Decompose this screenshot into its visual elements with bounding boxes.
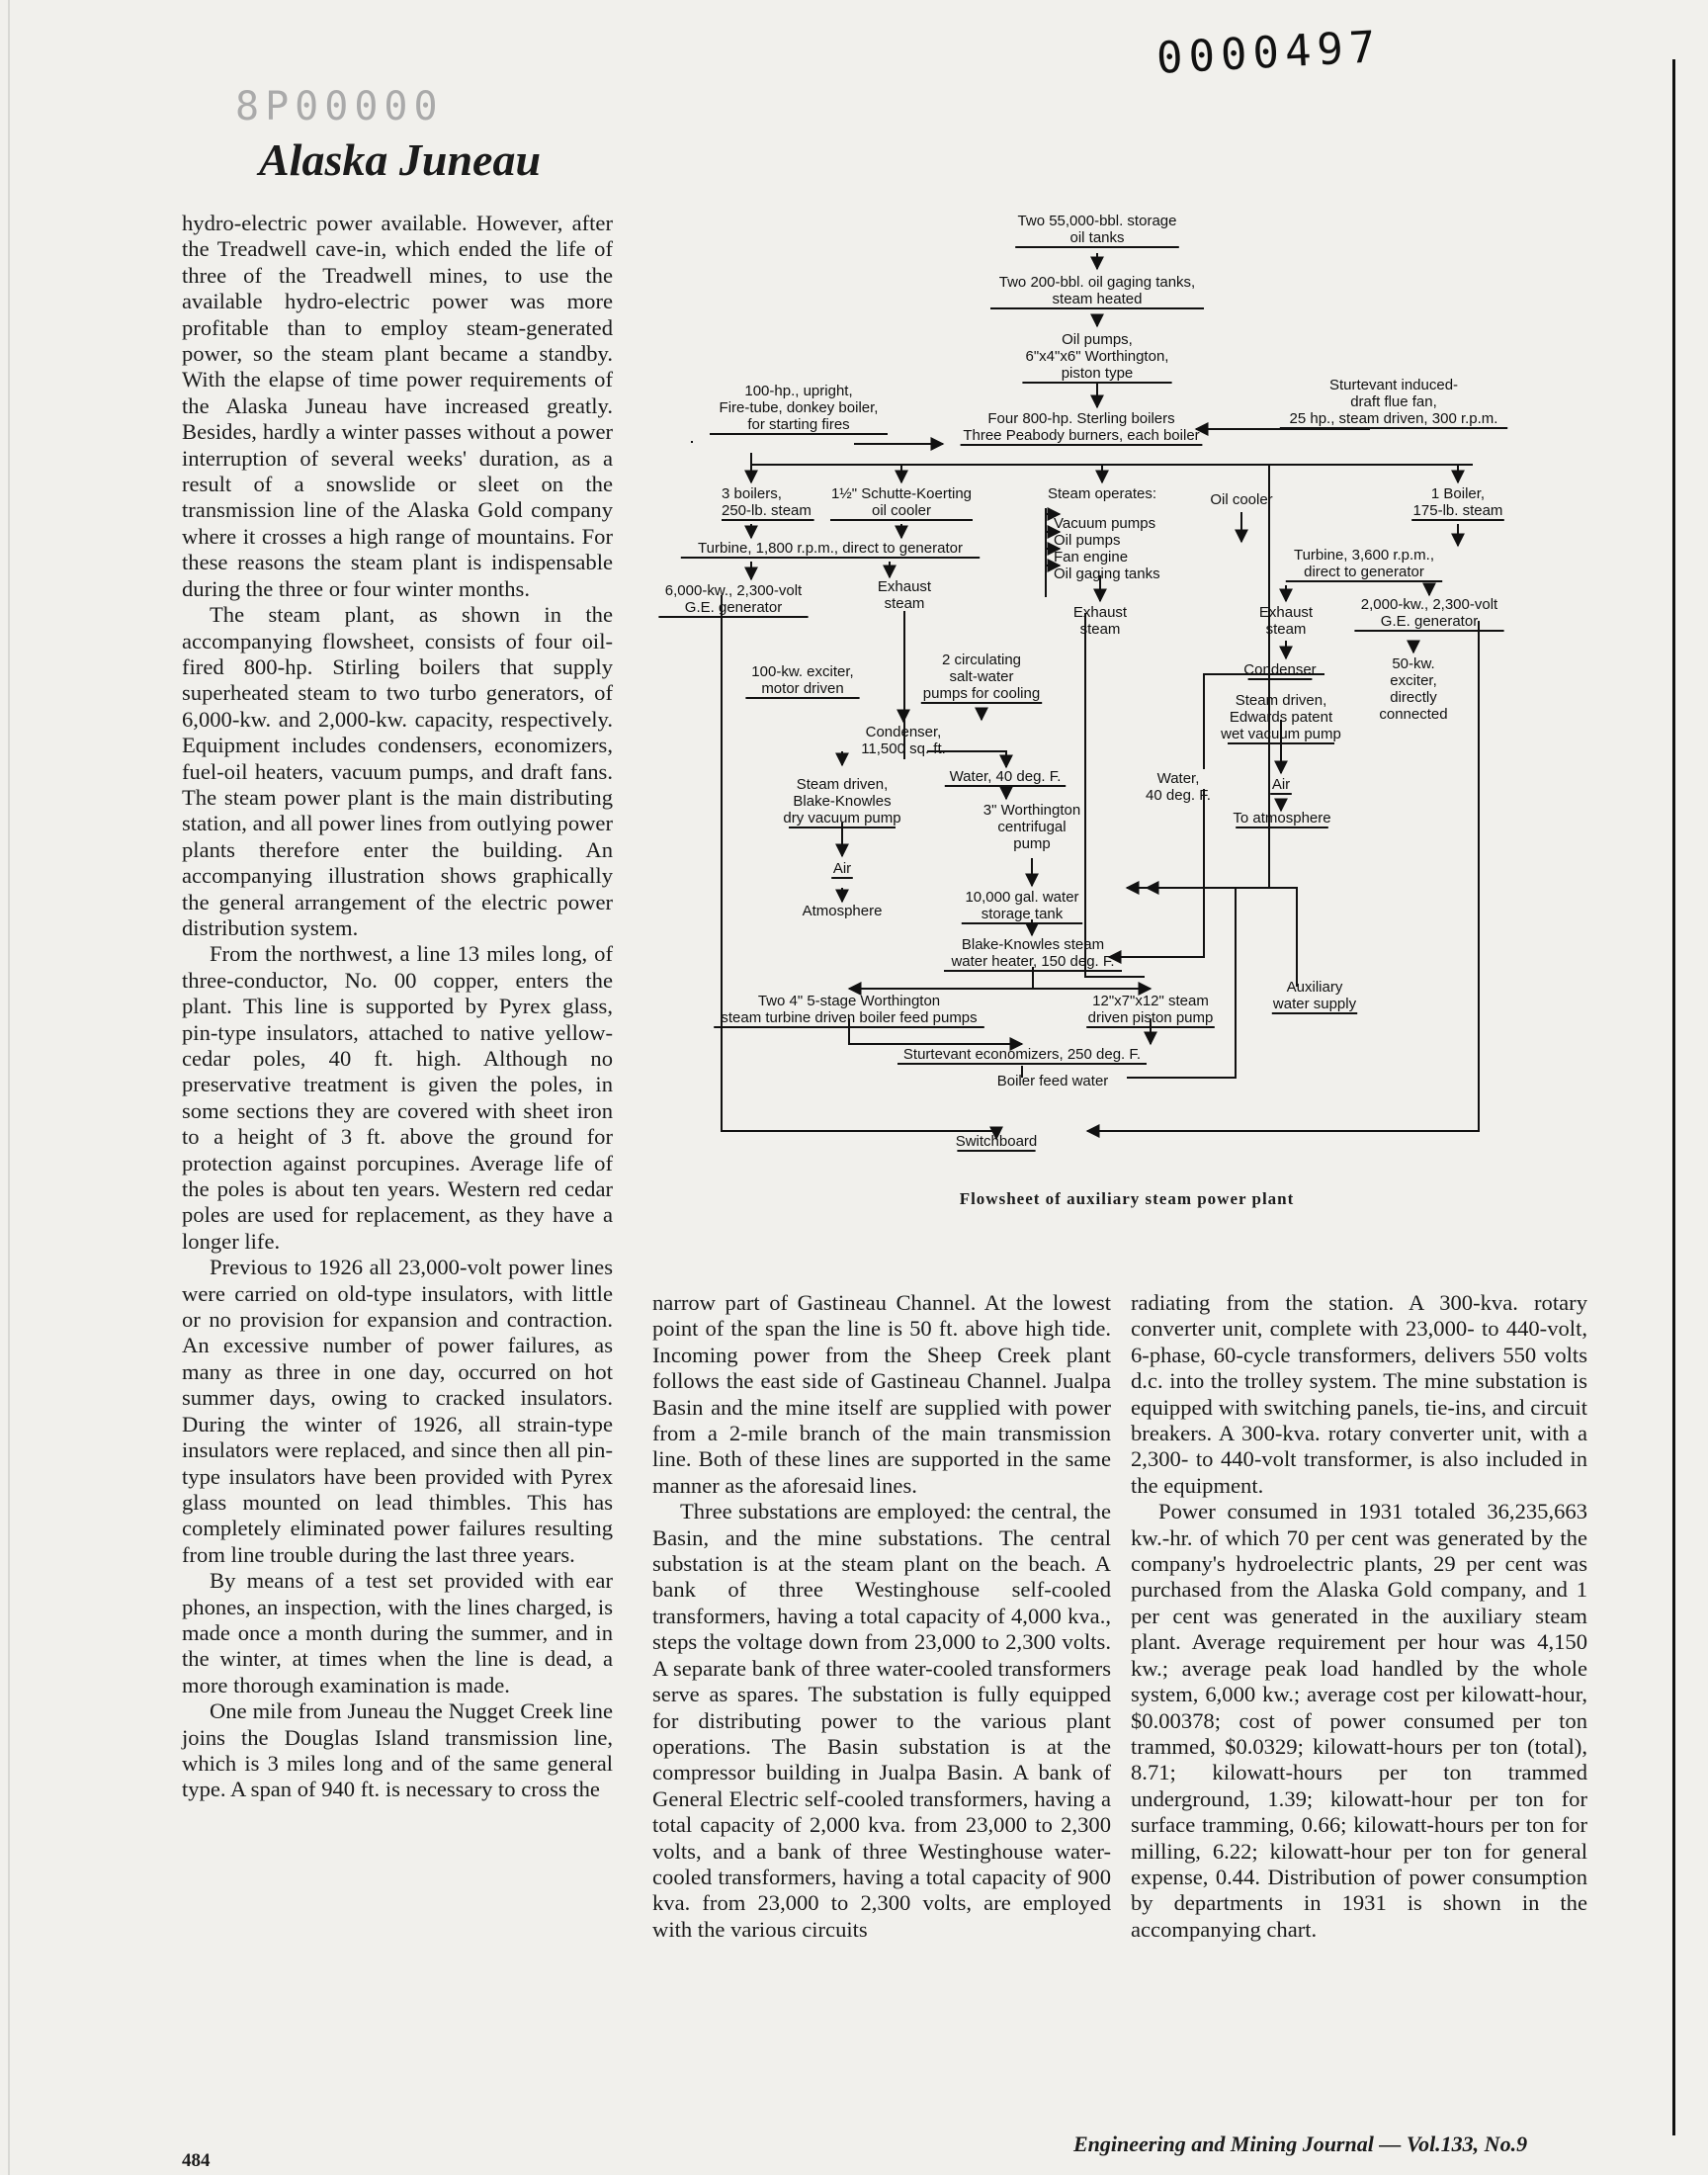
flow-node-to-atmos — [1233, 810, 1330, 827]
flow-node-feed-pumps — [714, 993, 984, 1027]
flow-node-line: Switchboard — [955, 1133, 1038, 1150]
flowsheet-diagram — [664, 206, 1532, 1184]
flow-node-line: steam heated — [1052, 291, 1143, 307]
flow-node-circ-pumps — [921, 652, 1042, 703]
flow-node-line: 100-kw. exciter, — [751, 663, 854, 680]
flow-node-air2 — [1270, 776, 1292, 794]
journal-footer: Engineering and Mining Journal — Vol.133, No.9 — [1073, 2132, 1528, 2156]
flow-node-blake-vac — [783, 776, 900, 827]
flow-node-line: 10,000 gal. water — [965, 889, 1079, 906]
flow-node-line: direct to generator — [1304, 564, 1424, 580]
flow-node-line: Steam driven, — [1235, 692, 1327, 709]
flow-node-line: G.E. generator — [1380, 613, 1479, 630]
flow-node-worth-pump — [983, 802, 1080, 852]
flow-node-line: Exhaust — [877, 578, 932, 595]
flow-node-line: motor driven — [761, 680, 844, 697]
flow-node-line: oil tanks — [1069, 229, 1125, 246]
flow-node-line: driven piston pump — [1087, 1009, 1214, 1026]
flow-node-line: 50-kw. — [1392, 655, 1435, 672]
flow-node-line: G.E. generator — [684, 599, 783, 616]
flow-node-donkey — [710, 383, 888, 434]
flow-node-line: 6"x4"x6" Worthington, — [1025, 348, 1169, 365]
flow-node-boilers — [961, 410, 1203, 445]
flow-node-exhaust2 — [1073, 604, 1128, 638]
flow-node-exciter1 — [745, 663, 859, 698]
flow-node-line: pumps for cooling — [922, 685, 1041, 702]
flow-node-piston-pump — [1086, 993, 1215, 1027]
flow-node-line: for starting fires — [747, 416, 850, 433]
flow-node-line: Auxiliary — [1286, 979, 1343, 996]
flow-node-line: Fan engine — [1054, 549, 1129, 566]
faint-number-stamp: 8P00000 — [235, 84, 444, 130]
flow-connector — [1147, 888, 1297, 987]
flow-node-line: 40 deg. F. — [1146, 787, 1211, 804]
flowsheet-figure — [664, 206, 1532, 1184]
flow-node-line: Two 200-bbl. oil gaging tanks, — [998, 274, 1196, 291]
flow-node-line: Two 55,000-bbl. storage — [1017, 213, 1177, 229]
paragraph: From the northwest, a line 13 miles long, of three-conductor, No. 00 copper, enters the plant. This line is supported by Pyrex glass, pin-type insulators, attached to native yellow-cedar poles, 40 ft. high. Although no preservative treatment is given the poles, in some sections they are covered with sheet iron to a height of 3 ft. above the ground for protection against porcupines. Average life of the poles is about ten years. Western red cedar poles are used for replacement, as they have a longer life. — [182, 941, 613, 1254]
flow-node-line: 3 boilers, — [722, 485, 782, 502]
flow-node-line: dry vacuum pump — [783, 810, 901, 826]
flow-node-line: water supply — [1272, 996, 1357, 1012]
flow-node-line: 1 Boiler, — [1430, 485, 1486, 502]
flow-node-heater — [944, 936, 1122, 971]
paragraph: The steam plant, as shown in the accompanying flowsheet, consists of four oil-fired 800-hp. Stirling boilers that supply superheated steam to two turbo generators, of 6,000-kw. and 2,000-kw. capacity, respectively. Equipment includes condensers, economizers, fuel-oil heaters, vacuum pumps, and draft fans. The steam power plant is the main distributing station, and all power lines from outlying power plants therefore enter the building. An accompanying illustration shows graphically the general arrangement of the electric power distribution system. — [182, 602, 613, 940]
flow-node-line: Blake-Knowles steam — [961, 936, 1105, 953]
flow-node-line: Oil pumps, — [1062, 331, 1133, 348]
flow-node-line: Edwards patent — [1229, 709, 1333, 726]
flow-node-line: Condenser — [1243, 661, 1317, 678]
flow-node-line: steam — [1079, 621, 1121, 638]
flow-node-line: Air — [1271, 776, 1291, 793]
flow-node-aux-water — [1272, 979, 1357, 1013]
flow-node-line: Sturtevant economizers, 250 deg. F. — [902, 1046, 1142, 1063]
flow-node-line: Turbine, 3,600 r.p.m., — [1293, 547, 1435, 564]
flow-node-condenser2 — [1243, 661, 1316, 679]
flow-node-line: 6,000-kw., 2,300-volt — [664, 582, 803, 599]
flow-node-one-boiler — [1411, 485, 1504, 520]
flow-node-line: Steam operates: — [1047, 485, 1157, 502]
text-column-1 — [182, 211, 613, 1803]
flow-node-line: 250-lb. steam — [722, 502, 811, 519]
flow-node-line: draft flue fan, — [1350, 393, 1437, 410]
flow-node-exhaust1 — [878, 578, 932, 612]
flow-node-line: steam — [884, 595, 925, 612]
flow-node-line: steam turbine driven boiler feed pumps — [721, 1009, 978, 1026]
flow-node-condenser1 — [861, 724, 946, 757]
flow-node-line: exciter, — [1390, 672, 1437, 689]
paragraph: radiating from the station. A 300-kva. rotary converter unit, complete with 23,000- to 440-volt, 6-phase, 60-cycle transformers, delivers 550 volts d.c. into the trolley system. The mine substation is equipped with switching panels, tie-ins, and circuit breakers. A 300-kva. rotary converter unit, with a 2,300- to 440-volt transformer, is also included in the equipment. — [1131, 1290, 1587, 1498]
flow-node-edwards — [1220, 692, 1341, 743]
text-column-3 — [1131, 1290, 1587, 1943]
flow-node-three-boilers — [722, 485, 814, 520]
flow-node-water40b — [1146, 770, 1211, 804]
flow-node-line: Boiler feed water — [996, 1073, 1109, 1089]
paragraph: narrow part of Gastineau Channel. At the lowest point of the span the line is 50 ft. above high tide. Incoming power from the Sheep Creek plant follows the east side of Gastineau Channel. Jualpa Basin and the mine itself are supplied with power from a 2-mile branch of the main transmission line. Both of these lines are supported in the same manner as the aforesaid lines. — [652, 1290, 1111, 1498]
flow-node-line: 100-hp., upright, — [744, 383, 853, 399]
flow-node-line: directly — [1390, 689, 1437, 706]
flow-node-line: Three Peabody burners, each boiler — [963, 427, 1200, 444]
flow-node-line: Air — [832, 860, 852, 877]
flow-node-line: 12"x7"x12" steam — [1092, 993, 1209, 1009]
flow-node-economizers — [897, 1046, 1147, 1064]
paragraph: By means of a test set provided with ear phones, an inspection, with the lines charged, is made once a month during the summer, and in the winter, at times when the line is dead, a more thorough examination is made. — [182, 1568, 613, 1697]
page-right-border — [1672, 59, 1675, 2135]
flow-node-line: Condenser, — [865, 724, 942, 740]
flow-node-turbine1 — [681, 540, 980, 558]
flow-node-line: Exhaust — [1258, 604, 1314, 621]
flow-node-switchboard — [956, 1133, 1038, 1151]
flow-connector — [692, 441, 943, 444]
flow-node-line: Vacuum pumps — [1054, 515, 1156, 532]
flow-node-line: 2,000-kw., 2,300-volt — [1360, 596, 1498, 613]
flow-connector — [1109, 789, 1204, 957]
flow-node-line: Two 4" 5-stage Worthington — [757, 993, 941, 1009]
flow-node-line: Water, 40 deg. F. — [949, 768, 1062, 785]
flow-node-line: water heater, 150 deg. F. — [951, 953, 1115, 970]
flow-node-schutte — [830, 485, 973, 520]
paragraph: Three substations are employed: the central, the Basin, and the mine substations. The central substation is at the steam plant on the beach. A bank of three Westinghouse self-cooled transformers, having a total capacity of 4,000 kva., steps the voltage down from 23,000 to 2,300 volts. A separate bank of three water-cooled transformers serve as spares. The substation is fully equipped for distributing power to the various plant operations. The Basin substation is at the compressor building in Jualpa Basin. A bank of General Electric self-cooled transformers, having a total capacity of 2,000 kva. from 23,000 to 2,300 volts, and a bank of three Westinghouse water-cooled transformers, having a total capacity of 900 kva. from 23,000 to 2,300 volts, are employed with the various circuits — [652, 1499, 1111, 1942]
flow-node-line: storage tank — [981, 906, 1064, 922]
flow-node-line: 1½" Schutte-Koerting — [830, 485, 973, 502]
flow-node-line: Fire-tube, donkey boiler, — [719, 399, 879, 416]
paragraph: Previous to 1926 all 23,000-volt power lines were carried on old-type insulators, with little or no provision for expansion and contraction. An excessive number of power failures, as many as three in one day, occurred on hot summer days, owing to cracked insulators. During the winter of 1926, all strain-type insulators were replaced, and since then all pin-type insulators have been provided with Pyrex glass mounted on lead thimbles. This has completely eliminated power failures resulting from line trouble during the last three years. — [182, 1255, 613, 1567]
flow-node-atmosphere — [803, 903, 883, 919]
flow-node-oilpumps — [1022, 331, 1171, 383]
flow-node-line: piston type — [1061, 365, 1134, 382]
flow-node-oil-cooler — [1210, 491, 1272, 508]
flow-node-line: oil cooler — [871, 502, 932, 519]
flow-node-line: Atmosphere — [802, 903, 883, 919]
flow-node-line: 3" Worthington — [982, 802, 1081, 819]
flow-connector — [751, 453, 1473, 465]
flow-node-air1 — [831, 860, 853, 878]
flow-node-gen1 — [658, 582, 808, 617]
flow-node-line: 175-lb. steam — [1412, 502, 1503, 519]
flow-node-line: Turbine, 1,800 r.p.m., direct to generator — [698, 540, 963, 557]
flow-node-line: wet vacuum pump — [1221, 726, 1341, 742]
text-column-2 — [652, 1290, 1111, 1943]
figure-caption: Flowsheet of auxiliary steam power plant — [959, 1189, 1295, 1208]
flow-node-exciter2 — [1379, 655, 1447, 723]
flow-node-line: 2 circulating — [941, 652, 1022, 668]
flow-node-line: Exhaust — [1072, 604, 1128, 621]
flow-connector — [1085, 613, 1145, 977]
flow-node-line: salt-water — [949, 668, 1014, 685]
flow-node-exhaust3 — [1259, 604, 1314, 638]
flow-node-line: Sturtevant induced- — [1328, 377, 1459, 393]
flow-node-steam-operates — [1048, 485, 1156, 502]
article-title: Alaska Juneau — [259, 134, 542, 185]
flow-node-storage-tank — [962, 889, 1082, 923]
flow-node-ops — [1054, 515, 1160, 582]
flow-node-line: Water, — [1156, 770, 1200, 787]
paragraph: Power consumed in 1931 totaled 36,235,663 kw.-hr. of which 70 per cent was generated by the company's hydroelectric plants, 29 per cent was purchased from the Alaska Gold company, and 1 per cent was generated in the auxiliary steam plant. Average requirement per hour was 4,150 kw.; average peak load handled by the whole system, 6,000 kw.; average cost per kilowatt-hour, $0.00378; cost of power consumed per ton trammed, $0.0329; kilowatt-hours per ton (total), 8.71; kilowatt-hours per ton trammed underground, 1.39; kilowatt-hour per ton for surface tramming, 0.66; kilowatt-hours per ton for milling, 6.22; kilowatt-hour per ton for general expense, 0.44. Distribution of power consumption by departments in 1931 is shown in the accompanying chart. — [1131, 1499, 1587, 1942]
document-number-stamp: 0000497 — [1154, 22, 1383, 84]
flow-node-line: 25 hp., steam driven, 300 r.p.m. — [1289, 410, 1498, 427]
flow-node-gaging — [990, 274, 1204, 308]
flow-node-water40a — [945, 768, 1066, 786]
flow-node-storage — [1015, 213, 1179, 247]
flow-node-line: Oil gaging tanks — [1054, 566, 1160, 582]
flow-node-line: pump — [1013, 835, 1051, 852]
paragraph: hydro-electric power available. However, after the Treadwell cave-in, which ended the life of three of the Treadwell mines, to use the available hydro-electric power was more profitable than to employ steam-generated power, so the steam plant became a standby. With the elapse of time power requirements of the Alaska Juneau have increased greatly. Besides, hardly a winter passes without a power interruption of several weeks' duration, as a result of a snowslide or sleet on the transmission line of the Alaska Gold company where it crosses a high range of mountains. For these reasons the steam plant is indispensable during the three or four winter months. — [182, 211, 613, 601]
flow-node-line: To atmosphere — [1233, 810, 1331, 826]
flow-node-line: Oil pumps — [1054, 532, 1121, 549]
flow-node-sturtevant-fan — [1280, 377, 1507, 428]
page-number: 484 — [182, 2150, 211, 2171]
flow-node-turbine2 — [1286, 547, 1442, 581]
flow-node-line: connected — [1379, 706, 1448, 723]
flow-node-line: Steam driven, — [796, 776, 889, 793]
flow-node-line: 11,500 sq. ft. — [861, 740, 946, 757]
scan-left-edge — [8, 0, 10, 2175]
flow-node-line: Blake-Knowles — [793, 793, 892, 810]
flow-node-feed-water — [997, 1073, 1109, 1089]
flow-node-line: Oil cooler — [1210, 491, 1273, 508]
flow-node-line: steam — [1265, 621, 1307, 638]
flow-node-line: Four 800-hp. Sterling boilers — [987, 410, 1175, 427]
paragraph: One mile from Juneau the Nugget Creek line joins the Douglas Island transmission line, which is 3 miles long and of the same general type. A span of 940 ft. is necessary to cross the — [182, 1698, 613, 1802]
flow-node-gen2 — [1354, 596, 1503, 631]
flow-connector — [1127, 888, 1236, 1078]
flow-node-line: centrifugal — [997, 819, 1067, 835]
